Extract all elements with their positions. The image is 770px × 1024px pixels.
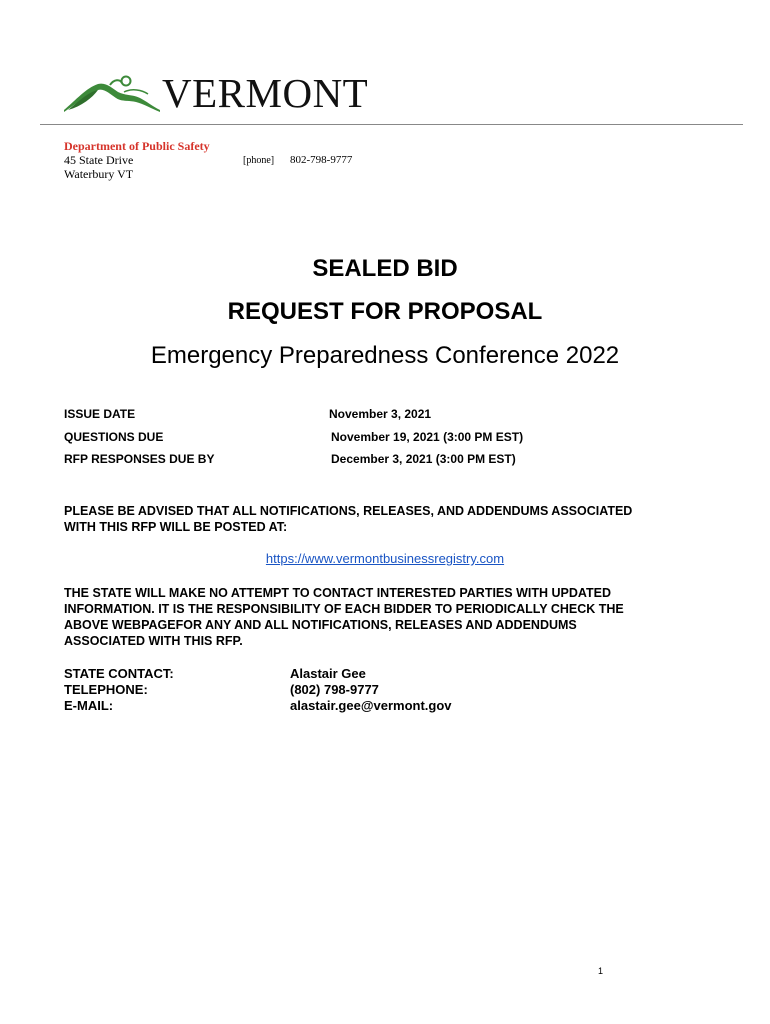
responses-due-label: RFP RESPONSES DUE BY	[64, 452, 215, 466]
questions-due-value: November 19, 2021 (3:00 PM EST)	[331, 430, 524, 444]
address	[64, 153, 133, 181]
notice-line-1: PLEASE BE ADVISED THAT ALL NOTIFICATIONS, RELEASES, AND ADDENDUMS ASSOCIATED	[64, 504, 633, 518]
page-number: 1	[598, 966, 604, 976]
email-label: E-MAIL:	[64, 698, 114, 713]
state-contact-label: STATE CONTACT:	[64, 666, 174, 681]
disclaimer-line-1: THE STATE WILL MAKE NO ATTEMPT TO CONTACT INTERESTED PARTIES WITH UPDATED	[64, 586, 611, 600]
notice-line-2: WITH THIS RFP WILL BE POSTED AT:	[64, 520, 288, 534]
contact-telephone: (802) 798-9777	[290, 682, 379, 697]
disclaimer-line-3: ABOVE WEBPAGEFOR ANY AND ALL NOTIFICATIONS, RELEASES AND ADDENDUMS	[64, 618, 577, 632]
disclaimer-paragraph	[64, 585, 714, 649]
title-conference: Emergency Preparedness Conference 2022	[150, 342, 620, 369]
contact-name: Alastair Gee	[290, 666, 366, 681]
notice-paragraph	[64, 503, 714, 535]
disclaimer-line-4: ASSOCIATED WITH THIS RFP.	[64, 634, 243, 648]
responses-due-value: December 3, 2021 (3:00 PM EST)	[331, 452, 516, 466]
issue-date-label: ISSUE DATE	[64, 407, 136, 421]
contact-values	[290, 666, 452, 714]
header-rule	[40, 124, 743, 125]
telephone-label: TELEPHONE:	[64, 682, 148, 697]
department-name: Department of Public Safety	[64, 139, 210, 153]
contact-email[interactable]: alastair.gee@vermont.gov	[290, 698, 452, 713]
contact-labels	[64, 666, 174, 714]
issue-date-value: November 3, 2021	[329, 407, 432, 421]
vermont-logo	[62, 70, 369, 116]
phone-number: 802-798-9777	[290, 154, 353, 166]
mountain-logo-icon	[62, 70, 162, 116]
address-line-1: 45 State Drive	[64, 153, 134, 167]
questions-due-label: QUESTIONS DUE	[64, 430, 164, 444]
registry-link[interactable]: https://www.vermontbusinessregistry.com	[265, 551, 505, 566]
logo-text: VERMONT	[162, 70, 369, 116]
title-sealed-bid: SEALED BID	[312, 255, 458, 282]
disclaimer-line-2: INFORMATION. IT IS THE RESPONSIBILITY OF EACH BIDDER TO PERIODICALLY CHECK THE	[64, 602, 624, 616]
phone-label: [phone]	[243, 155, 275, 166]
title-rfp: REQUEST FOR PROPOSAL	[227, 298, 543, 325]
address-line-2: Waterbury VT	[64, 167, 134, 181]
